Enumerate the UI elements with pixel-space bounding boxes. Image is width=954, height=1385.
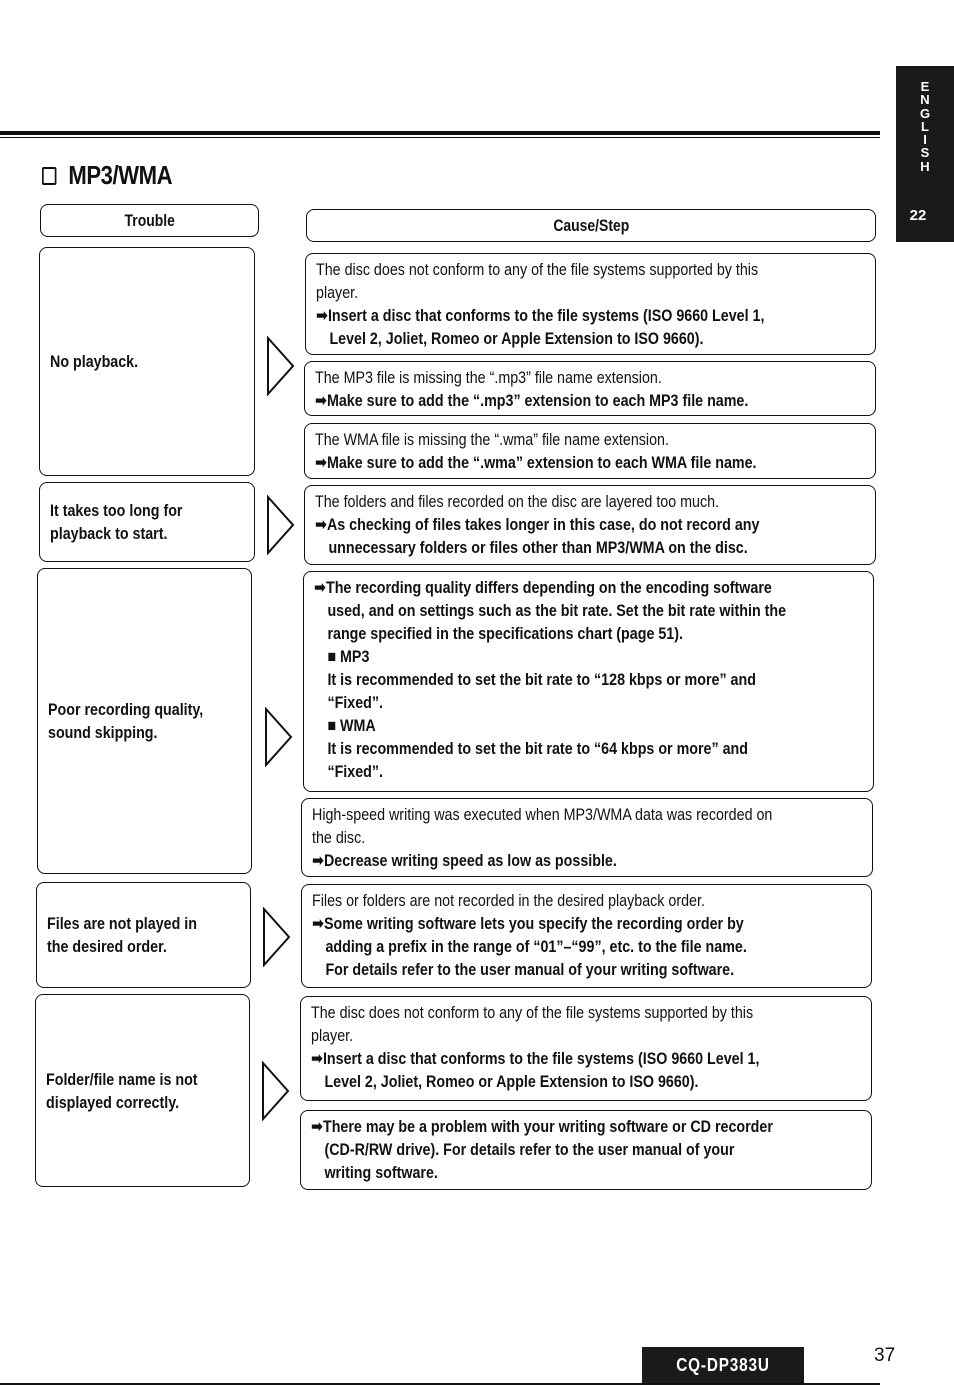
trouble-header xyxy=(40,204,259,237)
cause-line: It is recommended to set the bit rate to “128 kbps or more” and xyxy=(327,670,756,689)
language-letter: E xyxy=(920,79,930,94)
trouble-text: Files are not played in the desired order. xyxy=(47,914,197,956)
language-letter: G xyxy=(919,105,931,121)
cause-line: ■ MP3 xyxy=(327,647,370,666)
cause-line: The disc does not conform to any of the file systems supported by this xyxy=(311,1003,754,1022)
trouble-text: No playback. xyxy=(50,352,139,371)
cause-line: ➡Insert a disc that conforms to the file systems (ISO 9660 Level 1, xyxy=(316,306,765,325)
model-number-badge xyxy=(642,1347,804,1383)
cause-item xyxy=(304,485,876,565)
section-title-text: MP3/WMA xyxy=(68,160,173,190)
trouble-item xyxy=(39,482,255,562)
cause-line: High-speed writing was executed when MP3/WMA data was recorded on xyxy=(312,805,773,824)
cause-item xyxy=(304,361,876,416)
language-letters xyxy=(896,80,954,173)
cause-header xyxy=(306,209,876,242)
pointer-triangle-icon xyxy=(266,495,296,555)
cause-line: The MP3 file is missing the “.mp3” file name extension. xyxy=(315,368,662,387)
cause-line: Files or folders are not recorded in the desired playback order. xyxy=(312,891,705,910)
cause-line: ➡As checking of files takes longer in this case, do not record any xyxy=(315,515,760,534)
cause-line: writing software. xyxy=(324,1163,438,1182)
cause-line: For details refer to the user manual of your writing software. xyxy=(325,960,735,979)
cause-line: The WMA file is missing the “.wma” file name extension. xyxy=(315,430,669,449)
language-letter: S xyxy=(920,145,930,161)
trouble-text: Folder/file name is not displayed correctly. xyxy=(46,1069,198,1112)
cause-line: ➡Make sure to add the “.wma” extension to each WMA file name. xyxy=(315,453,757,472)
cause-line: ➡Make sure to add the “.mp3” extension to each MP3 file name. xyxy=(315,391,749,410)
language-tab xyxy=(896,66,954,242)
trouble-text: Poor recording quality, sound skipping. xyxy=(48,700,204,742)
trouble-header-label: Trouble xyxy=(124,210,175,230)
cause-item xyxy=(303,571,874,792)
cause-line: The folders and files recorded on the disc are layered too much. xyxy=(315,492,720,511)
cause-line: the disc. xyxy=(312,828,366,847)
pointer-triangle-icon xyxy=(261,1061,291,1121)
cause-line: unnecessary folders or files other than MP3/WMA on the disc. xyxy=(328,538,748,557)
language-letter: I xyxy=(923,132,927,148)
cause-item xyxy=(301,798,873,877)
section-page-number: 22 xyxy=(909,207,927,224)
top-rule-thin xyxy=(0,137,880,138)
cause-line: Level 2, Joliet, Romeo or Apple Extension to ISO 9660). xyxy=(329,329,704,348)
page-number: 37 xyxy=(874,1345,896,1366)
language-letter: H xyxy=(920,158,930,174)
top-rule xyxy=(0,131,880,135)
cause-header-label: Cause/Step xyxy=(553,215,629,235)
language-letter: L xyxy=(921,118,929,134)
cause-line: ➡There may be a problem with your writing software or CD recorder xyxy=(311,1117,773,1136)
cause-line: “Fixed”. xyxy=(327,693,383,712)
checkbox-square-icon xyxy=(42,167,56,185)
section-title xyxy=(42,160,172,191)
cause-line: The disc does not conform to any of the file systems supported by this xyxy=(316,260,759,279)
trouble-item xyxy=(39,247,255,476)
cause-item xyxy=(300,996,872,1101)
cause-line: used, and on settings such as the bit rate. Set the bit rate within the xyxy=(327,601,787,620)
trouble-text: It takes too long for playback to start. xyxy=(50,501,183,543)
cause-line: (CD-R/RW drive). For details refer to the user manual of your xyxy=(324,1140,735,1159)
cause-line: ➡Insert a disc that conforms to the file systems (ISO 9660 Level 1, xyxy=(311,1049,760,1068)
cause-line: ➡The recording quality differs depending on the encoding software xyxy=(314,578,772,597)
cause-line: ■ WMA xyxy=(327,716,376,735)
cause-line: ➡Decrease writing speed as low as possible. xyxy=(312,851,617,870)
cause-line: range specified in the specifications chart (page 51). xyxy=(327,624,683,643)
cause-line: ➡Some writing software lets you specify the recording order by xyxy=(312,914,744,933)
cause-item xyxy=(304,423,876,479)
trouble-item xyxy=(37,568,252,874)
cause-line: player. xyxy=(311,1026,354,1045)
cause-line: Level 2, Joliet, Romeo or Apple Extension to ISO 9660). xyxy=(324,1072,699,1091)
model-number: CQ-DP383U xyxy=(676,1354,770,1375)
cause-item xyxy=(301,884,872,988)
cause-line: adding a prefix in the range of “01”–“99”, etc. to the file name. xyxy=(325,937,747,956)
cause-item xyxy=(305,253,876,355)
language-letter: N xyxy=(920,92,930,108)
cause-line: player. xyxy=(316,283,359,302)
pointer-triangle-icon xyxy=(262,907,292,967)
trouble-item xyxy=(35,994,250,1187)
cause-line: It is recommended to set the bit rate to “64 kbps or more” and xyxy=(327,739,749,758)
cause-line: “Fixed”. xyxy=(327,762,383,781)
pointer-triangle-icon xyxy=(266,336,296,396)
cause-item xyxy=(300,1110,872,1190)
pointer-triangle-icon xyxy=(264,707,294,767)
trouble-item xyxy=(36,882,251,988)
